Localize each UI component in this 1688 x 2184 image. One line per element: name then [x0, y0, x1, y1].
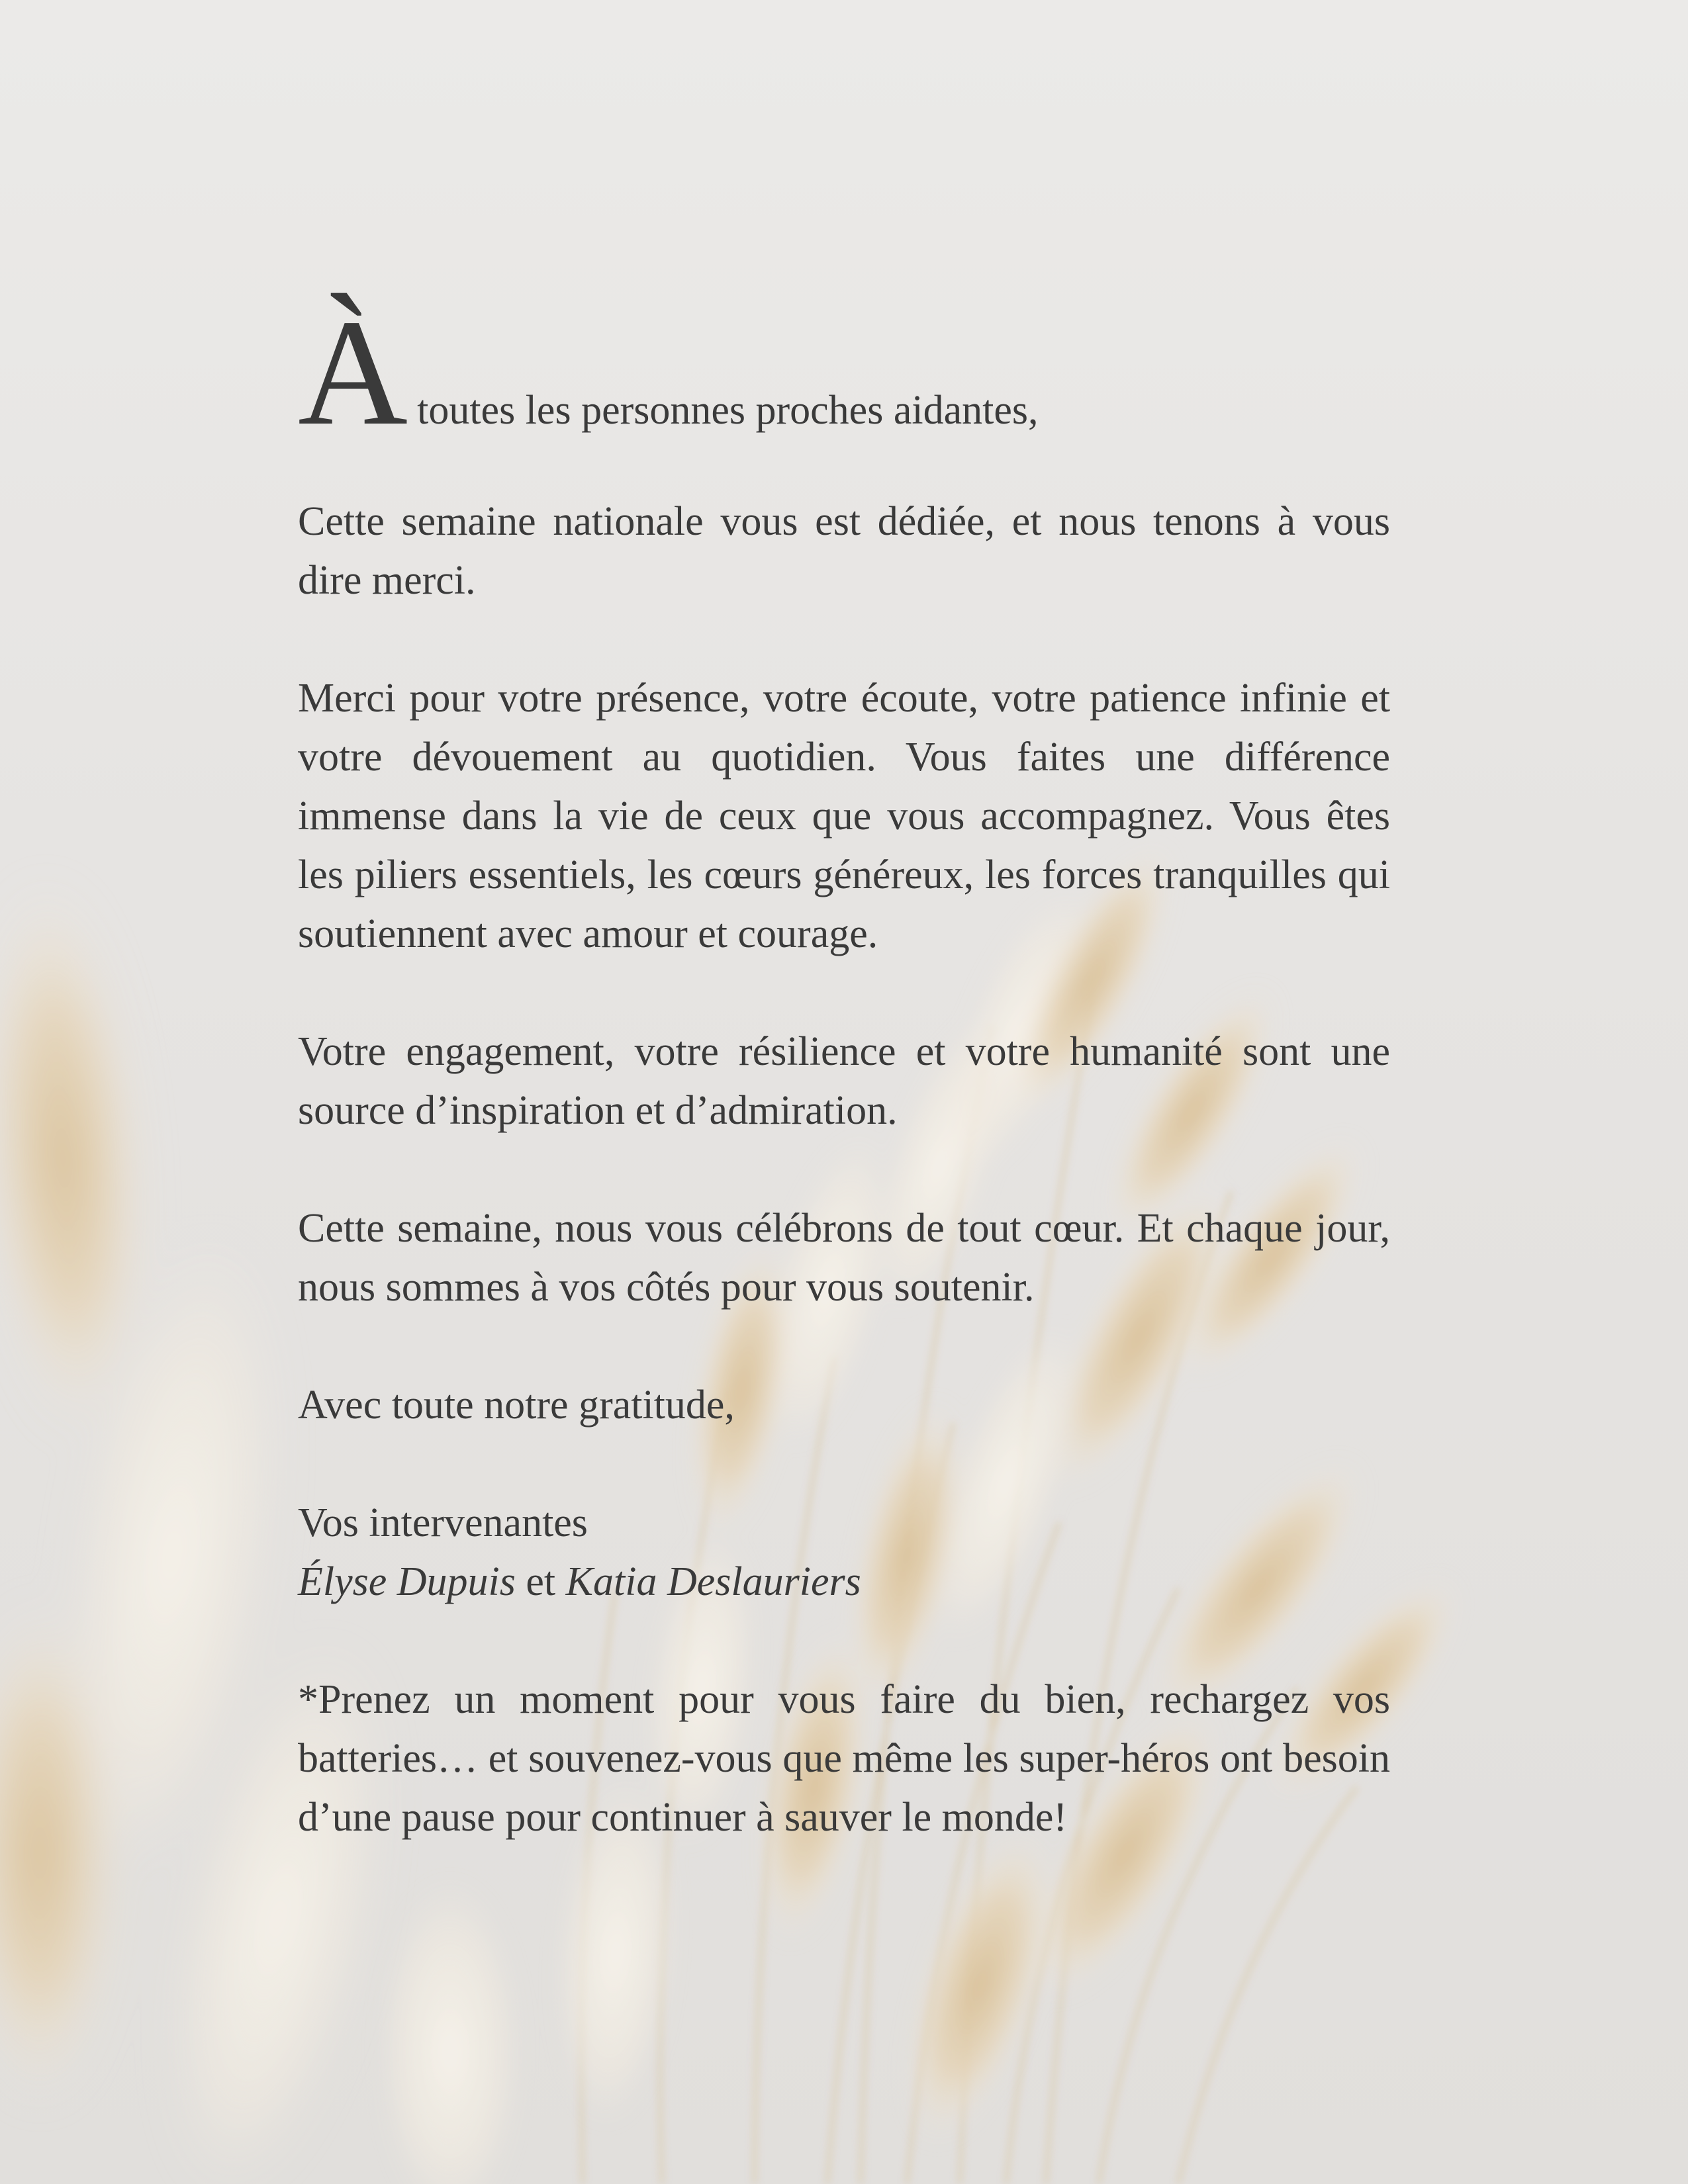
signature-name-2: Katia Deslauriers — [565, 1559, 861, 1604]
drop-cap: À — [298, 288, 408, 457]
postscript: *Prenez un moment pour vous faire du bien, rechargez vos batteries… et souvenez-vous que même les super-héros ont besoin d’une pause pour continuer à sauver le monde! — [298, 1677, 1390, 1840]
signature-name-1: Élyse Dupuis — [298, 1559, 516, 1604]
paragraph-intro: Cette semaine nationale vous est dédiée, et nous tenons à vous dire merci. — [298, 499, 1390, 603]
paragraph-closing: Avec toute notre gratitude, — [298, 1383, 735, 1428]
signature-connector: et — [526, 1559, 556, 1604]
signature-block — [298, 1494, 1390, 1612]
paragraph-celebration: Cette semaine, nous vous célébrons de tout cœur. Et chaque jour, nous sommes à vos côtés pour vous soutenir. — [298, 1206, 1390, 1310]
signature-names — [298, 1553, 1390, 1612]
letter-body — [298, 288, 1390, 1847]
signature-title: Vos intervenantes — [298, 1500, 588, 1545]
paragraph-thanks: Merci pour votre présence, votre écoute, votre patience infinie et votre dévouement au quotidien. Vous faites une différence immense dans la vie de ceux que vous accompagnez. Vous êtes les piliers essentiels, les cœurs généreux, les forces tranquilles qui soutiennent avec amour et courage. — [298, 676, 1390, 956]
salutation — [298, 288, 1390, 457]
salutation-text: toutes les personnes proches aidantes, — [417, 388, 1039, 433]
paragraph-engagement: Votre engagement, votre résilience et votre humanité sont une source d’inspiration et d’admiration. — [298, 1029, 1390, 1133]
